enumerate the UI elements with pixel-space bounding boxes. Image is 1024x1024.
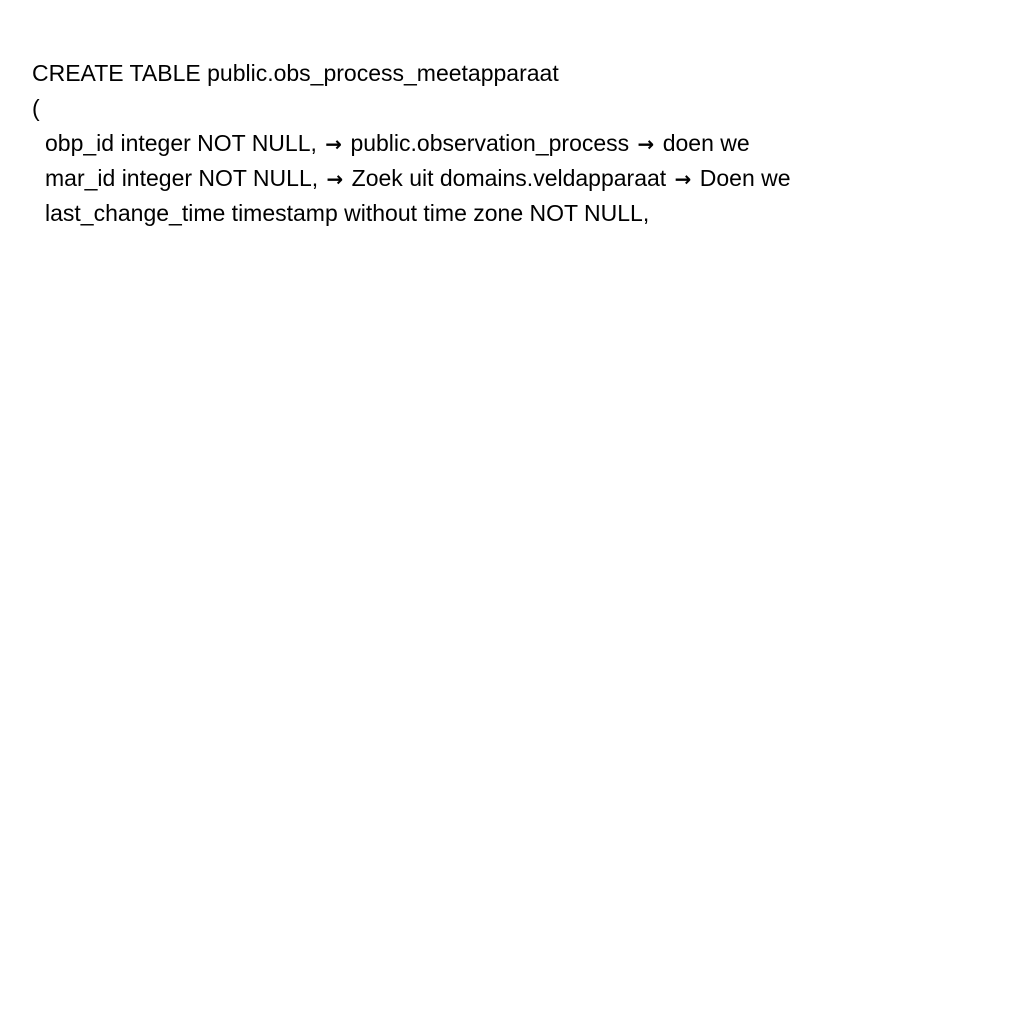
- last-change-time-line: last_change_time timestamp without time zone NOT NULL,: [45, 200, 650, 226]
- arrow-right-icon: →: [674, 167, 692, 191]
- arrow-right-icon: →: [637, 132, 655, 156]
- arrow-right-icon: →: [325, 132, 343, 156]
- mar-id-line: [32, 161, 992, 196]
- open-paren-line: (: [32, 95, 40, 121]
- arrow-right-icon: →: [326, 167, 344, 191]
- obp-id-note: doen we: [662, 130, 750, 156]
- sql-text-block: [32, 56, 992, 231]
- mar-id-column-def: mar_id integer NOT NULL,: [45, 165, 319, 191]
- create-table-line: CREATE TABLE public.obs_process_meetapparaat: [32, 60, 559, 86]
- obp-id-reference: public.observation_process: [350, 130, 630, 156]
- obp-id-column-def: obp_id integer NOT NULL,: [45, 130, 317, 156]
- obp-id-line: [32, 126, 992, 161]
- mar-id-reference: Zoek uit domains.veldapparaat: [351, 165, 667, 191]
- mar-id-note: Doen we: [699, 165, 791, 191]
